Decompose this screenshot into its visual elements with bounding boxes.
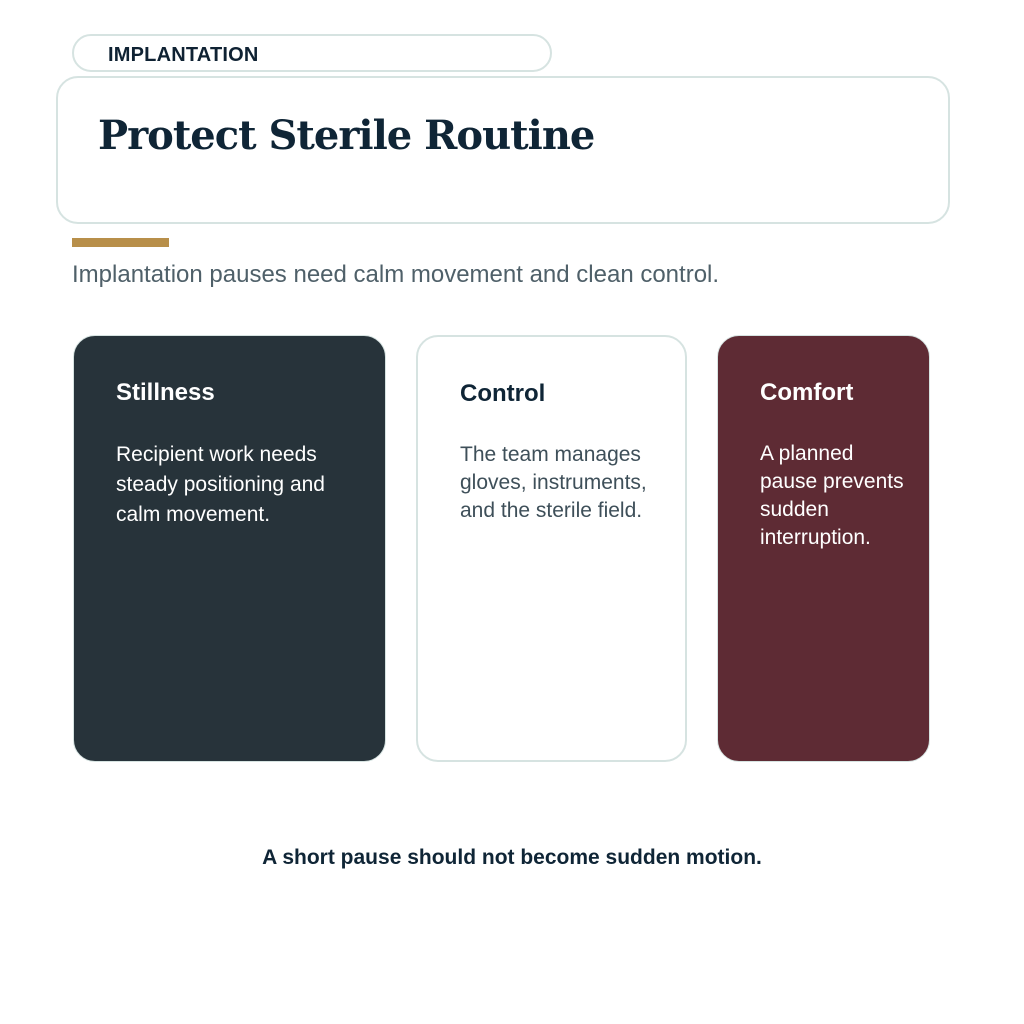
card-comfort: [717, 335, 930, 762]
footer-note: A short pause should not become sudden motion.: [262, 846, 762, 869]
card-body: The team manages gloves, instruments, and the sterile field.: [460, 443, 647, 522]
page-subtitle: Implantation pauses need calm movement and clean control.: [72, 261, 720, 288]
card-title: Comfort: [760, 379, 854, 406]
card-body: A planned pause prevents sudden interruption.: [760, 442, 904, 549]
card-title: Stillness: [116, 379, 215, 406]
card-title: Control: [460, 380, 546, 407]
card-control: [416, 335, 687, 762]
section-label: IMPLANTATION: [108, 44, 259, 66]
card-body: Recipient work needs steady positioning and calm movement.: [116, 443, 325, 526]
section-label-pill: [72, 34, 552, 72]
page-title: Protect Sterile Routine: [98, 112, 595, 159]
accent-bar: [72, 238, 169, 247]
card-stillness: [73, 335, 386, 762]
title-card: [56, 76, 950, 224]
